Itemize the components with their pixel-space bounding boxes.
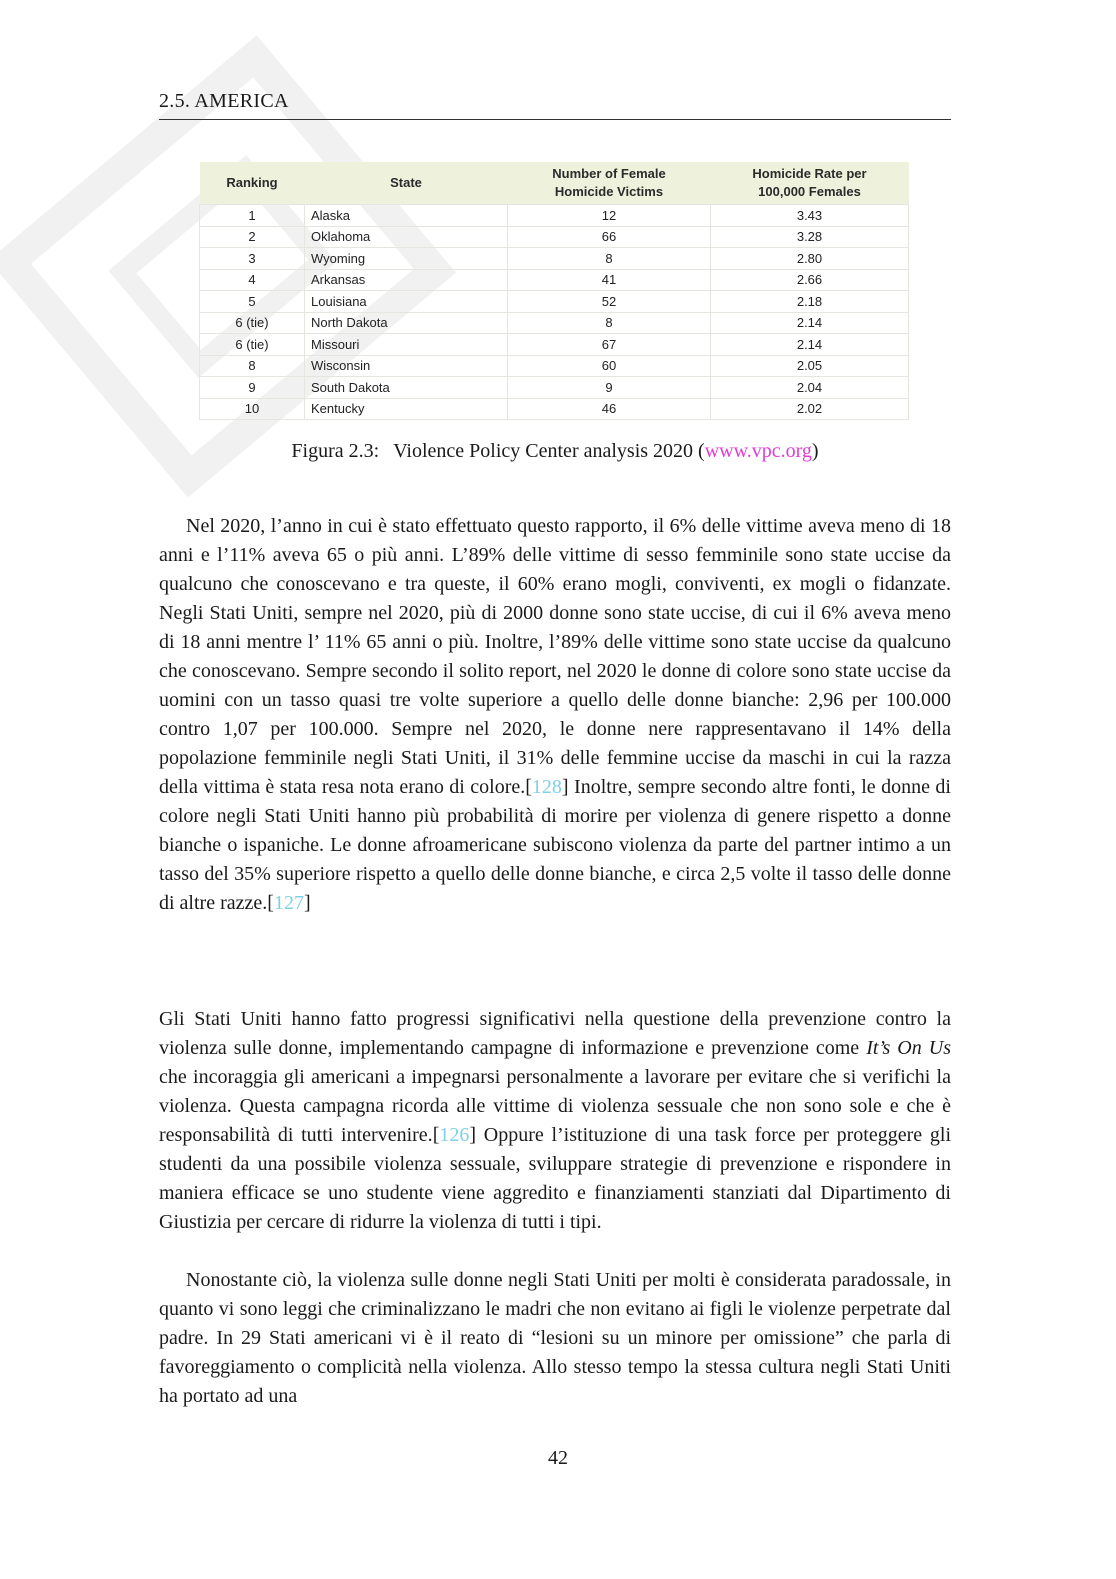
column-header-victims: Number of Female Homicide Victims <box>508 162 711 205</box>
cell-ranking: 3 <box>200 248 305 270</box>
cell-ranking: 8 <box>200 355 305 377</box>
table-row <box>200 248 909 270</box>
paragraph-3-text: Nonostante ciò, la violenza sulle donne negli Stati Uniti per molti è considerata paradossale, in quanto vi sono leggi che criminalizzano le madri che non evitano ai figli le violenze perpetrate dal padre. In 29 Stati americani vi è il reato di “lesioni su un minore per omissione” che parla di favoreggiamento o complicità nella violenza. Allo stesso tempo la stessa cultura negli Stati Uniti ha portato ad una <box>159 1269 951 1407</box>
paragraph-2-text-end: Oppure l’istituzione di una task force per proteggere gli studenti da una possibile violenza sessuale, sviluppare strategie di prevenzione e rispondere in maniera efficace se uno studente viene aggredito e finanziamenti stanziati dal Dipartimento di Giustizia per cercare di ridurre la violenza di tutti i tipi. <box>159 1124 951 1233</box>
table-row <box>200 269 909 291</box>
cell-rate: 2.14 <box>711 312 909 334</box>
paragraph-3 <box>159 1266 951 1411</box>
cell-rate: 3.28 <box>711 226 909 248</box>
paragraph-2-text: Gli Stati Uniti hanno fatto progressi significativi nella questione della prevenzione contro la violenza sulle donne, implementando campagne di informazione e prevenzione come <box>159 1008 951 1059</box>
citation-link[interactable]: 127 <box>273 892 304 914</box>
cell-victims: 52 <box>508 291 711 313</box>
cell-ranking: 1 <box>200 205 305 227</box>
table-row <box>200 334 909 356</box>
cell-state: Louisiana <box>305 291 508 313</box>
cell-victims: 9 <box>508 377 711 399</box>
table-row <box>200 355 909 377</box>
table-row <box>200 398 909 420</box>
cell-ranking: 6 (tie) <box>200 312 305 334</box>
cell-state: South Dakota <box>305 377 508 399</box>
cell-state: Wisconsin <box>305 355 508 377</box>
figure-caption <box>159 440 951 463</box>
cell-rate: 2.18 <box>711 291 909 313</box>
cell-rate: 2.14 <box>711 334 909 356</box>
cell-rate: 2.02 <box>711 398 909 420</box>
cell-victims: 8 <box>508 248 711 270</box>
header-rule <box>159 119 951 120</box>
table-row <box>200 226 909 248</box>
paragraph-1-text-continued: Inoltre, sempre secondo altre fonti, le donne di colore negli Stati Uniti hanno più probabilità di morire per violenza di genere rispetto a donne bianche o ispaniche. Le donne afroamericane subiscono violenza da parte del partner intimo a un tasso del 35% superiore rispetto a quello delle donne bianche, e circa 2,5 volte il tasso delle donne di altre razze. <box>159 776 951 914</box>
cell-victims: 60 <box>508 355 711 377</box>
cell-state: Alaska <box>305 205 508 227</box>
cell-victims: 41 <box>508 269 711 291</box>
caption-text: Violence Policy Center analysis 2020 ( <box>393 440 705 462</box>
cell-ranking: 6 (tie) <box>200 334 305 356</box>
caption-close: ) <box>811 440 819 462</box>
page-number: 42 <box>548 1447 568 1469</box>
column-header-state: State <box>305 162 508 205</box>
cell-state: Missouri <box>305 334 508 356</box>
table-row <box>200 377 909 399</box>
cell-state: Oklahoma <box>305 226 508 248</box>
table-row <box>200 312 909 334</box>
cell-state: Kentucky <box>305 398 508 420</box>
caption-label: Figura 2.3: <box>291 440 380 462</box>
table-row <box>200 205 909 227</box>
homicide-table-figure <box>199 162 909 420</box>
citation-link[interactable]: 128 <box>531 776 562 798</box>
homicide-rate-table <box>199 162 909 420</box>
paragraph-2: Gli Stati Uniti hanno fatto progressi significativi nella questione della prevenzione contro la violenza sulle donne, implementando campagne di informazione e prevenzione come It’s On Us che incoraggia gli americani a impegnarsi personalmente a lavorare per evitare che si verifichi la violenza. Questa campagna ricorda alle vittime di violenza sessuale che non sono sole e che è responsabilità di tutti intervenire.[126] Oppure l’istituzione di una task force per proteggere gli studenti da una possibile violenza sessuale, sviluppare strategie di prevenzione e rispondere in maniera efficace se uno studente viene aggredito e finanziamenti stanziati dal Dipartimento di Giustizia per cercare di ridurre la violenza di tutti i tipi. <box>159 1008 951 1233</box>
cell-state: Arkansas <box>305 269 508 291</box>
cell-ranking: 4 <box>200 269 305 291</box>
campaign-name: It’s On Us <box>866 1037 951 1059</box>
cell-rate: 2.04 <box>711 377 909 399</box>
cell-ranking: 5 <box>200 291 305 313</box>
cell-victims: 46 <box>508 398 711 420</box>
paragraph-1-text: Nel 2020, l’anno in cui è stato effettuato questo rapporto, il 6% delle vittime aveva meno di 18 anni e l’11% aveva 65 o più anni. L’89% delle vittime di sesso femminile sono state uccise da qualcuno che conoscevano e tra queste, il 60% erano mogli, conviventi, ex mogli o fidanzate. Negli Stati Uniti, sempre nel 2020, più di 2000 donne sono state uccise, di cui il 6% aveva meno di 18 anni mentre l’ 11% 65 anni o più. Inoltre, l’89% delle vittime sono state uccise da qualcuno che conoscevano. Sempre secondo il solito report, nel 2020 le donne di colore sono state uccise da uomini con un tasso quasi tre volte superiore a quello delle donne bianche: 2,96 per 100.000 contro 1,07 per 100.000. Sempre nel 2020, le donne nere rappresentavano il 14% della popolazione femminile negli Stati Uniti, il 31% delle femmine uccise da maschi in cui la razza della vittima è stata resa nota erano di colore. <box>159 515 951 798</box>
cell-victims: 8 <box>508 312 711 334</box>
table-header-row <box>200 162 909 205</box>
cell-state: Wyoming <box>305 248 508 270</box>
cell-victims: 66 <box>508 226 711 248</box>
citation-link[interactable]: 126 <box>439 1124 470 1146</box>
caption-link[interactable]: www.vpc.org <box>704 440 812 462</box>
cell-ranking: 9 <box>200 377 305 399</box>
cell-rate: 3.43 <box>711 205 909 227</box>
cell-rate: 2.80 <box>711 248 909 270</box>
column-header-rate: Homicide Rate per 100,000 Females <box>711 162 909 205</box>
cell-state: North Dakota <box>305 312 508 334</box>
table-row <box>200 291 909 313</box>
paragraph-2-text-continued: che incoraggia gli americani a impegnarsi personalmente a lavorare per evitare che si verifichi la violenza. Questa campagna ricorda alle vittime di violenza sessuale che non sono sole e che è responsabilità di tutti intervenire. <box>159 1066 951 1146</box>
column-header-ranking: Ranking <box>200 162 305 205</box>
cell-victims: 67 <box>508 334 711 356</box>
cell-ranking: 10 <box>200 398 305 420</box>
paragraph-1: Nel 2020, l’anno in cui è stato effettuato questo rapporto, il 6% delle vittime aveva meno di 18 anni e l’11% aveva 65 o più anni. L’89% delle vittime di sesso femminile sono state uccise da qualcuno che conoscevano e tra queste, il 60% erano mogli, conviventi, ex mogli o fidanzate. Negli Stati Uniti, sempre nel 2020, più di 2000 donne sono state uccise, di cui il 6% aveva meno di 18 anni mentre l’ 11% 65 anni o più. Inoltre, l’89% delle vittime sono state uccise da qualcuno che conoscevano. Sempre secondo il solito report, nel 2020 le donne di colore sono state uccise da uomini con un tasso quasi tre volte superiore a quello delle donne bianche: 2,96 per 100.000 contro 1,07 per 100.000. Sempre nel 2020, le donne nere rappresentavano il 14% della popolazione femminile negli Stati Uniti, il 31% delle femmine uccise da maschi in cui la razza della vittima è stata resa nota erano di colore.[128] Inoltre, sempre secondo altre fonti, le donne di colore negli Stati Uniti hanno più probabilità di morire per violenza di genere rispetto a donne bianche o ispaniche. Le donne afroamericane subiscono violenza da parte del partner intimo a un tasso del 35% superiore rispetto a quello delle donne bianche, e circa 2,5 volte il tasso delle donne di altre razze.[127] <box>159 515 951 914</box>
cell-rate: 2.05 <box>711 355 909 377</box>
cell-ranking: 2 <box>200 226 305 248</box>
cell-rate: 2.66 <box>711 269 909 291</box>
running-header: 2.5. AMERICA <box>159 90 289 112</box>
cell-victims: 12 <box>508 205 711 227</box>
